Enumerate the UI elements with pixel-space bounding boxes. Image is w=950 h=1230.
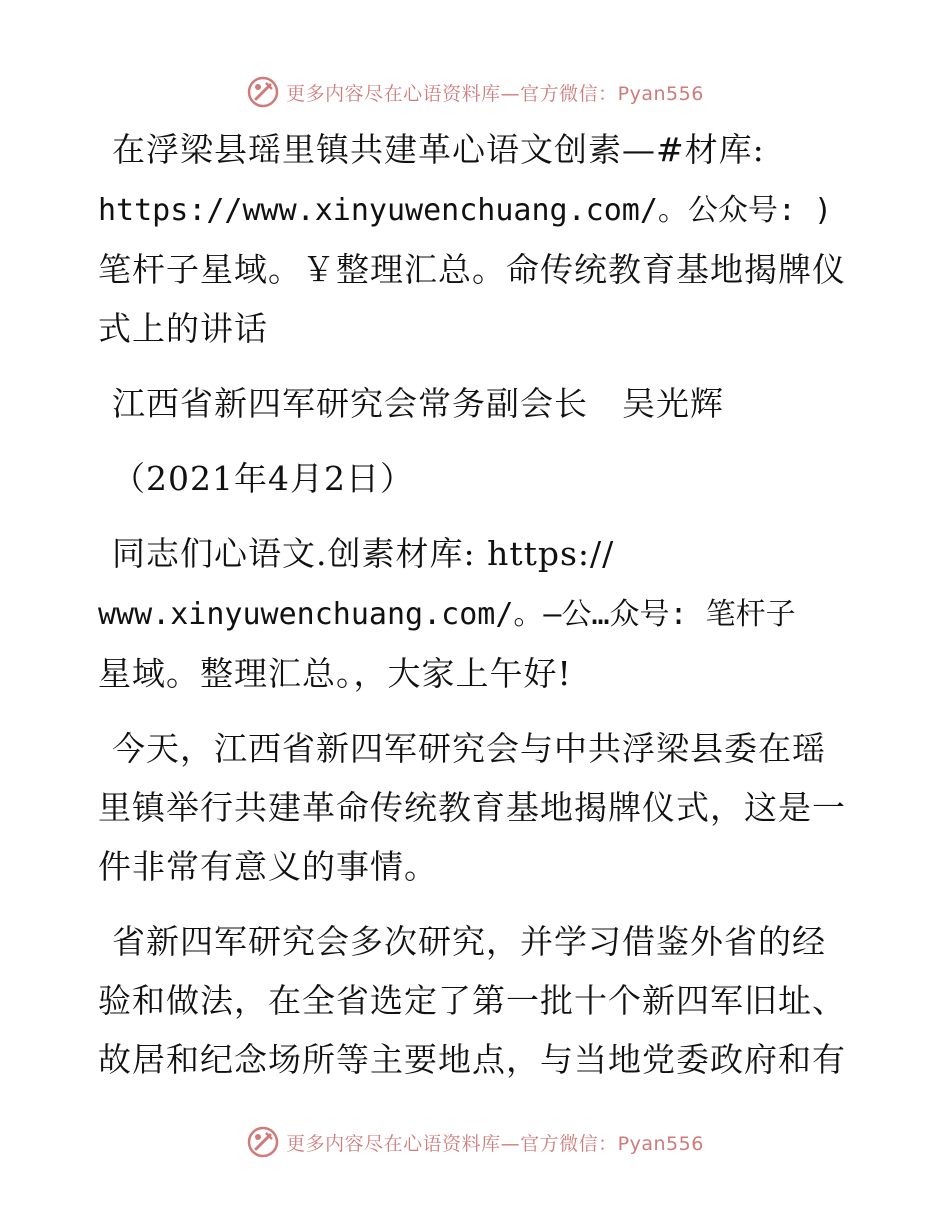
banner-text: 更多内容尽在心语资料库—官方微信：Pyan556 [286,82,704,105]
document-body [98,120,858,1089]
greeting-line: 星域。整理汇总。，大家上午好! [98,654,572,693]
greeting-paragraph [98,524,858,703]
document-title [98,120,858,358]
paragraph-1 [98,719,858,896]
brand-logo-icon [246,75,280,109]
footer-banner [0,1122,950,1162]
banner-text: 更多内容尽在心语资料库—官方微信：Pyan556 [286,1132,704,1155]
title-line: https://www.xinyuwenchuang.com/。公众号: ) [98,193,833,228]
paragraph-line: 故居和纪念场所等主要地点，与当地党委政府和有 [98,1040,846,1079]
paragraph-2 [98,912,858,1089]
date-line: （2021年4月2日） [112,459,414,498]
paragraph-line: 今天，江西省新四军研究会与中共浮梁县委在瑶 [112,729,826,768]
greeting-line: 同志们心语文.创素材库: https:// [112,534,615,573]
header-banner [0,72,950,112]
title-line: 在浮梁县瑶里镇共建革心语文创素—#材库: [112,130,765,169]
author-line: 江西省新四军研究会常务副会长 吴光辉 [112,384,724,423]
paragraph-line: 件非常有意义的事情。 [98,847,438,886]
paragraph-line: 验和做法，在全省选定了第一批十个新四军旧址、 [98,981,846,1020]
paragraph-line: 省新四军研究会多次研究，并学习借鉴外省的经 [112,922,826,961]
greeting-line: www.xinyuwenchuang.com/。—公…众号: 笔杆子 [98,597,796,632]
paragraph-line: 里镇举行共建革命传统教育基地揭牌仪式，这是一 [98,788,846,827]
title-line: 笔杆子星域。￥整理汇总。命传统教育基地揭牌仪 [98,250,846,289]
title-line: 式上的讲话 [98,309,268,348]
brand-logo-icon [246,1125,280,1159]
